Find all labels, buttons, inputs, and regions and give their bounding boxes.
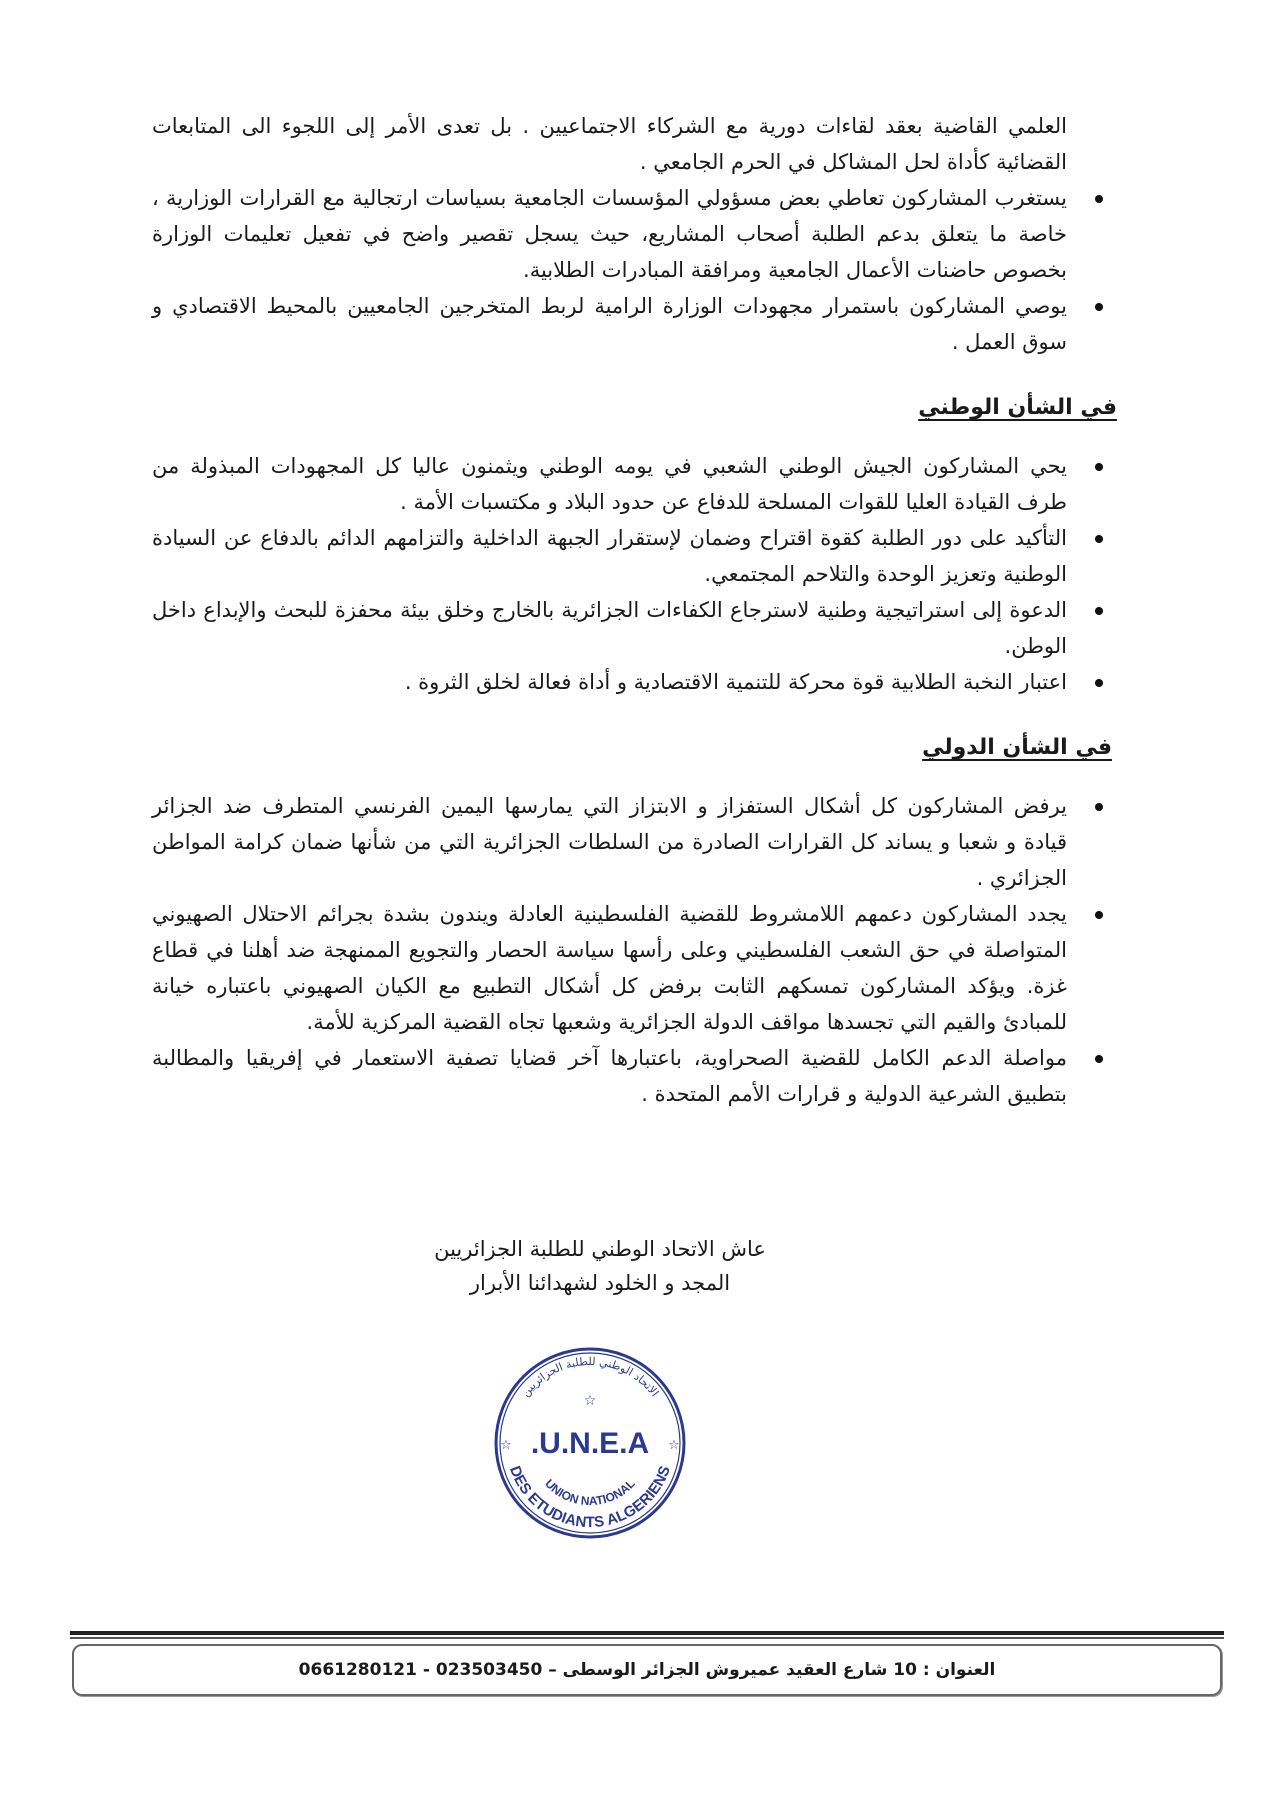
svg-text:UNION NATIONAL: UNION NATIONAL — [542, 1476, 638, 1509]
document-body — [152, 108, 1117, 1112]
svg-text:☆: ☆ — [583, 1393, 597, 1409]
svg-text:☆: ☆ — [668, 1438, 680, 1453]
international-bullet-list — [152, 788, 1067, 1112]
footer-divider-thick — [70, 1631, 1224, 1635]
closing-slogans — [380, 1232, 820, 1300]
intro-paragraph: العلمي القاضية بعقد لقاءات دورية مع الشركاء الاجتماعيين . بل تعدى الأمر إلى اللجوء الى المتابعات القضائية كأداة لحل المشاكل في الحرم الجامعي . — [152, 114, 1067, 174]
closing-line-2: المجد و الخلود لشهدائنا الأبرار — [469, 1271, 731, 1295]
bullet-icon — [1095, 607, 1103, 615]
footer-address-box — [72, 1644, 1222, 1696]
list-item: يجدد المشاركون دعمهم اللامشروط للقضية الفلسطينية العادلة ويندون بشدة بجرائم الاحتلال الصهيوني المتواصلة في حق الشعب الفلسطيني وعلى رأسها سياسة الحصار والتجويع الممنهجة ضد أهلنا في قطاع غزة. ويؤكد المشاركون تمسكهم الثابت برفض كل أشكال التطبيع مع الكيان الصهيوني باعتباره خيانة للمبادئ والقيم التي تجسدها مواقف الدولة الجزائرية وشعبها تجاه القضية المركزية للأمة. — [152, 896, 1067, 1040]
svg-text:DES ETUDIANTS ALGERIENS: DES ETUDIANTS ALGERIENS — [505, 1463, 674, 1532]
svg-text:U.N.E.A.: U.N.E.A. — [530, 1427, 650, 1460]
footer-divider-thin — [70, 1637, 1224, 1639]
bullet-icon — [1095, 195, 1103, 203]
bullet-icon — [1095, 463, 1103, 471]
list-item: الدعوة إلى استراتيجية وطنية لاسترجاع الكفاءات الجزائرية بالخارج وخلق بيئة محفزة للبحث والإبداع داخل الوطن. — [152, 592, 1067, 664]
closing-line-1: عاش الاتحاد الوطني للطلبة الجزائريين — [434, 1237, 766, 1261]
organization-stamp — [490, 1345, 690, 1541]
svg-text:☆: ☆ — [500, 1438, 512, 1453]
bullet-icon — [1095, 1055, 1103, 1063]
national-bullet-list — [152, 448, 1067, 700]
section-heading-national: في الشأن الوطني — [918, 395, 1117, 420]
list-item: يرفض المشاركون كل أشكال الستفزاز و الابتزاز التي يمارسها اليمين الفرنسي المتطرف ضد الجزائر قيادة و شعبا و يساند كل القرارات الصادرة من السلطات الجزائرية التي من شأنها ضمان كرامة المواطن الجزائري . — [152, 788, 1067, 896]
svg-text:الاتحاد الوطني للطلبة الجزائري: الاتحاد الوطني للطلبة الجزائريين — [518, 1354, 662, 1400]
list-item: اعتبار النخبة الطلابية قوة محركة للتنمية الاقتصادية و أداة فعالة لخلق الثروة . — [152, 664, 1067, 700]
bullet-icon — [1095, 535, 1103, 543]
bullet-icon — [1095, 911, 1103, 919]
list-item: يحي المشاركون الجيش الوطني الشعبي في يومه الوطني ويثمنون عاليا كل المجهودات المبذولة من طرف القيادة العليا للقوات المسلحة للدفاع عن حدود البلاد و مكتسبات الأمة . — [152, 448, 1067, 520]
intro-bullet-list — [152, 180, 1067, 360]
section-heading-international: في الشأن الدولي — [922, 735, 1112, 760]
list-item: التأكيد على دور الطلبة كقوة اقتراح وضمان لإستقرار الجبهة الداخلية والتزامهم الدائم بالدفاع عن السيادة الوطنية وتعزيز الوحدة والتلاحم المجتمعي. — [152, 520, 1067, 592]
footer-address: العنوان : 10 شارع العقيد عميروش الجزائر الوسطى – 023503450 - 0661280121 — [298, 1660, 996, 1680]
bullet-icon — [1095, 679, 1103, 687]
stamp-seal-icon — [490, 1345, 690, 1541]
list-item: يستغرب المشاركون تعاطي بعض مسؤولي المؤسسات الجامعية بسياسات ارتجالية مع القرارات الوزارية ، خاصة ما يتعلق بدعم الطلبة أصحاب المشاريع، حيث يسجل تقصير واضح في تفعيل تعليمات الوزارة بخصوص حاضنات الأعمال الجامعية ومرافقة المبادرات الطلابية. — [152, 180, 1067, 288]
bullet-icon — [1095, 303, 1103, 311]
list-item: مواصلة الدعم الكامل للقضية الصحراوية، باعتبارها آخر قضايا تصفية الاستعمار في إفريقيا والمطالبة بتطبيق الشرعية الدولية و قرارات الأمم المتحدة . — [152, 1040, 1067, 1112]
bullet-icon — [1095, 803, 1103, 811]
list-item: يوصي المشاركون باستمرار مجهودات الوزارة الرامية لربط المتخرجين الجامعيين بالمحيط الاقتصادي و سوق العمل . — [152, 288, 1067, 360]
